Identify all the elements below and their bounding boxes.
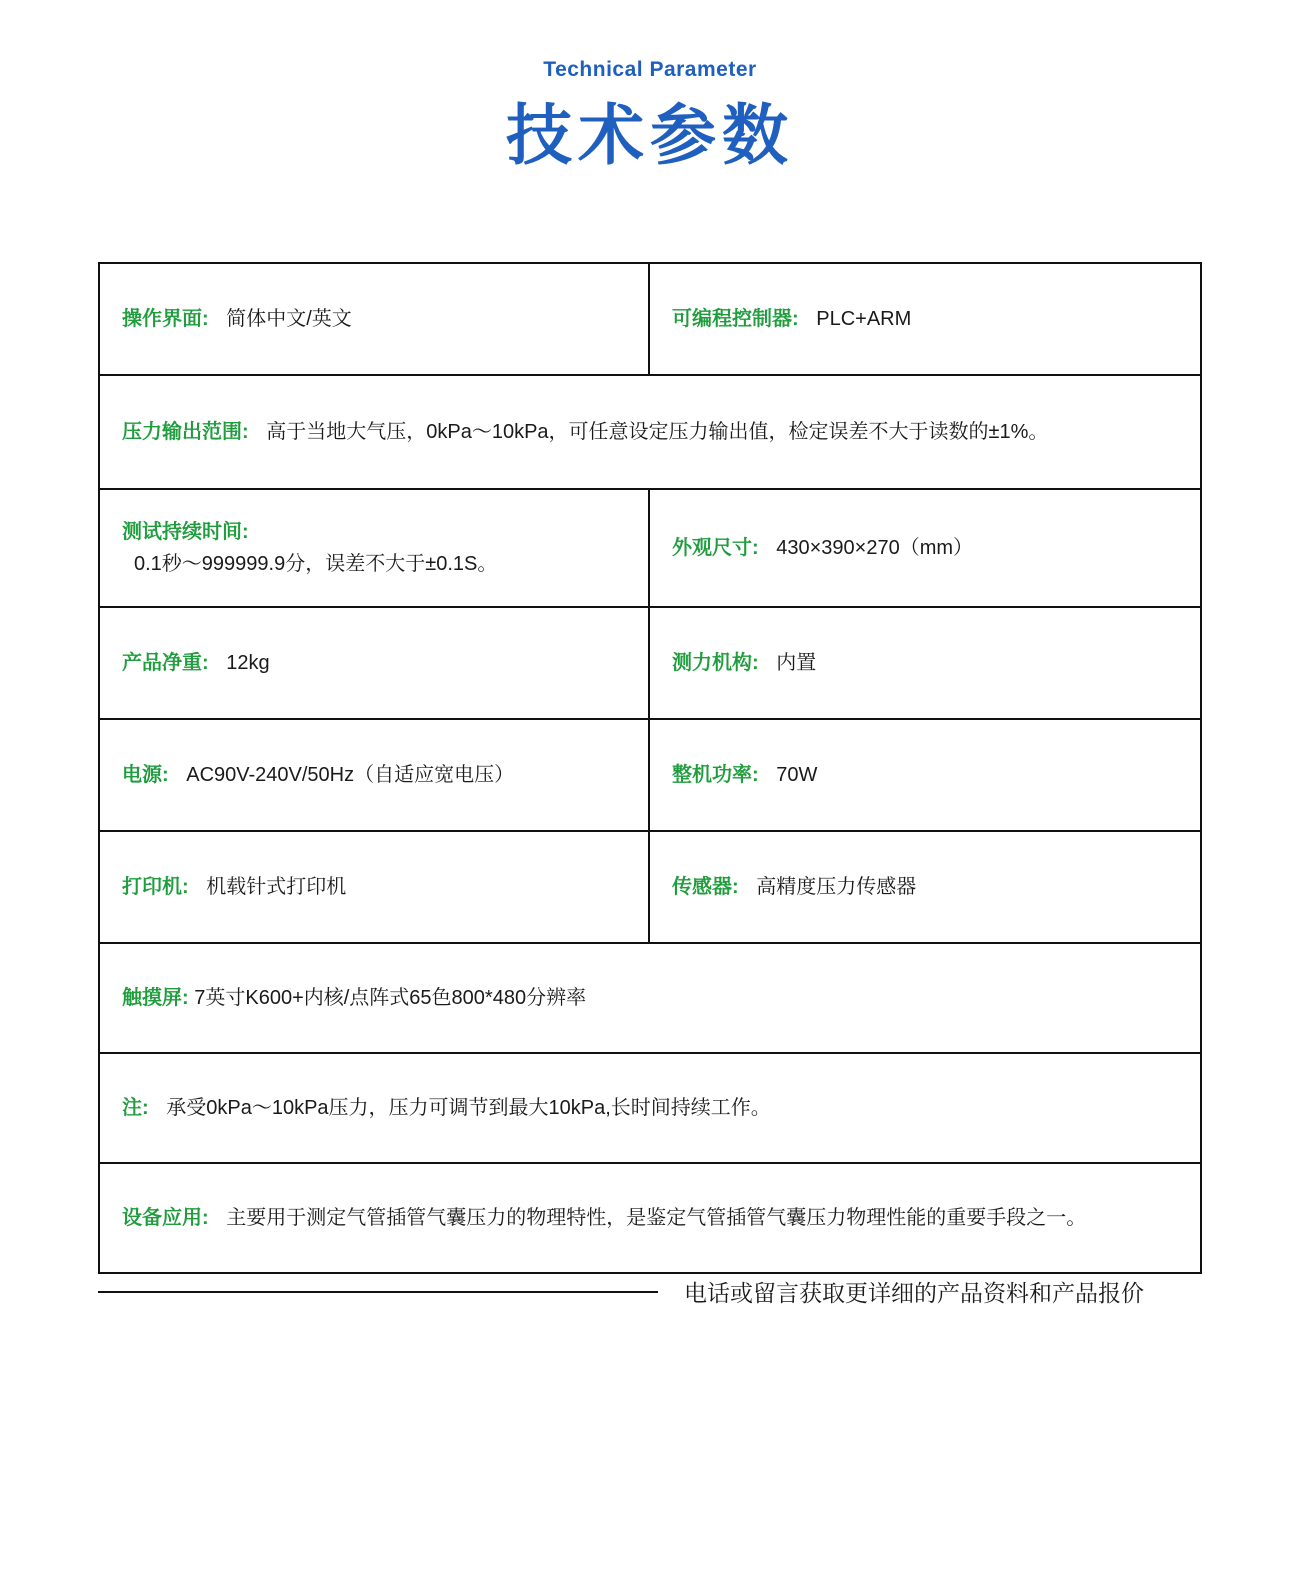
spec-cell	[650, 608, 1200, 718]
spec-cell	[650, 832, 1200, 942]
page-subtitle-english: Technical Parameter	[543, 58, 757, 81]
spec-label: 传感器:	[672, 876, 739, 898]
spec-value: 7英寸K600+内核/点阵式65色800*480分辨率	[194, 987, 587, 1009]
spec-value: AC90V-240V/50Hz（自适应宽电压）	[186, 764, 515, 786]
spec-label: 电源:	[122, 764, 169, 786]
table-row	[100, 1164, 1200, 1272]
spec-value: 高精度压力传感器	[756, 876, 917, 898]
page-title: 技术参数	[506, 98, 794, 172]
spec-cell	[650, 490, 1200, 606]
spec-table	[98, 262, 1202, 1274]
spec-value: PLC+ARM	[816, 308, 912, 330]
spec-cell	[650, 264, 1200, 374]
footer-contact-text: 电话或留言获取更详细的产品资料和产品报价	[684, 1280, 1144, 1306]
spec-label: 打印机:	[122, 876, 189, 898]
spec-value: 430×390×270（mm）	[776, 537, 974, 559]
spec-value: 承受0kPa～10kPa压力，压力可调节到最大10kPa,长时间持续工作。	[166, 1097, 771, 1119]
spec-label: 测力机构:	[672, 652, 759, 674]
spec-label: 注:	[122, 1097, 149, 1119]
footer	[98, 1275, 1206, 1308]
spec-cell	[100, 832, 650, 942]
spec-label: 整机功率:	[672, 764, 759, 786]
table-row	[100, 608, 1200, 720]
table-row	[100, 944, 1200, 1054]
spec-label: 外观尺寸:	[672, 537, 759, 559]
spec-cell	[100, 608, 650, 718]
spec-label: 产品净重:	[122, 652, 209, 674]
spec-cell	[100, 264, 650, 374]
table-row	[100, 832, 1200, 944]
spec-value: 内置	[776, 652, 817, 674]
table-row	[100, 1054, 1200, 1164]
spec-value: 0.1秒～999999.9分，误差不大于±0.1S。	[134, 553, 498, 575]
table-row	[100, 264, 1200, 376]
spec-cell	[100, 376, 1200, 488]
spec-label: 设备应用:	[122, 1207, 209, 1229]
spec-cell	[100, 490, 650, 606]
spec-cell	[100, 1054, 1200, 1162]
spec-value: 机载针式打印机	[206, 876, 347, 898]
spec-value: 12kg	[226, 652, 270, 674]
spec-label: 压力输出范围:	[122, 421, 249, 443]
table-row	[100, 376, 1200, 490]
spec-label: 触摸屏:	[122, 987, 189, 1009]
page-header	[0, 0, 1300, 174]
spec-cell	[650, 720, 1200, 830]
table-row	[100, 490, 1200, 608]
spec-cell	[100, 1164, 1200, 1272]
spec-value: 主要用于测定气管插管气囊压力的物理特性，是鉴定气管插管气囊压力物理性能的重要手段之一。	[226, 1207, 1087, 1229]
footer-divider	[98, 1291, 658, 1293]
spec-label: 操作界面:	[122, 308, 209, 330]
spec-value: 70W	[776, 764, 818, 786]
spec-cell	[100, 720, 650, 830]
spec-label: 可编程控制器:	[672, 308, 799, 330]
spec-value: 高于当地大气压，0kPa～10kPa，可任意设定压力输出值，检定误差不大于读数的±1%。	[266, 421, 1049, 443]
spec-label: 测试持续时间:	[122, 521, 249, 543]
spec-cell	[100, 944, 1200, 1052]
spec-value: 简体中文/英文	[226, 308, 352, 330]
table-row	[100, 720, 1200, 832]
